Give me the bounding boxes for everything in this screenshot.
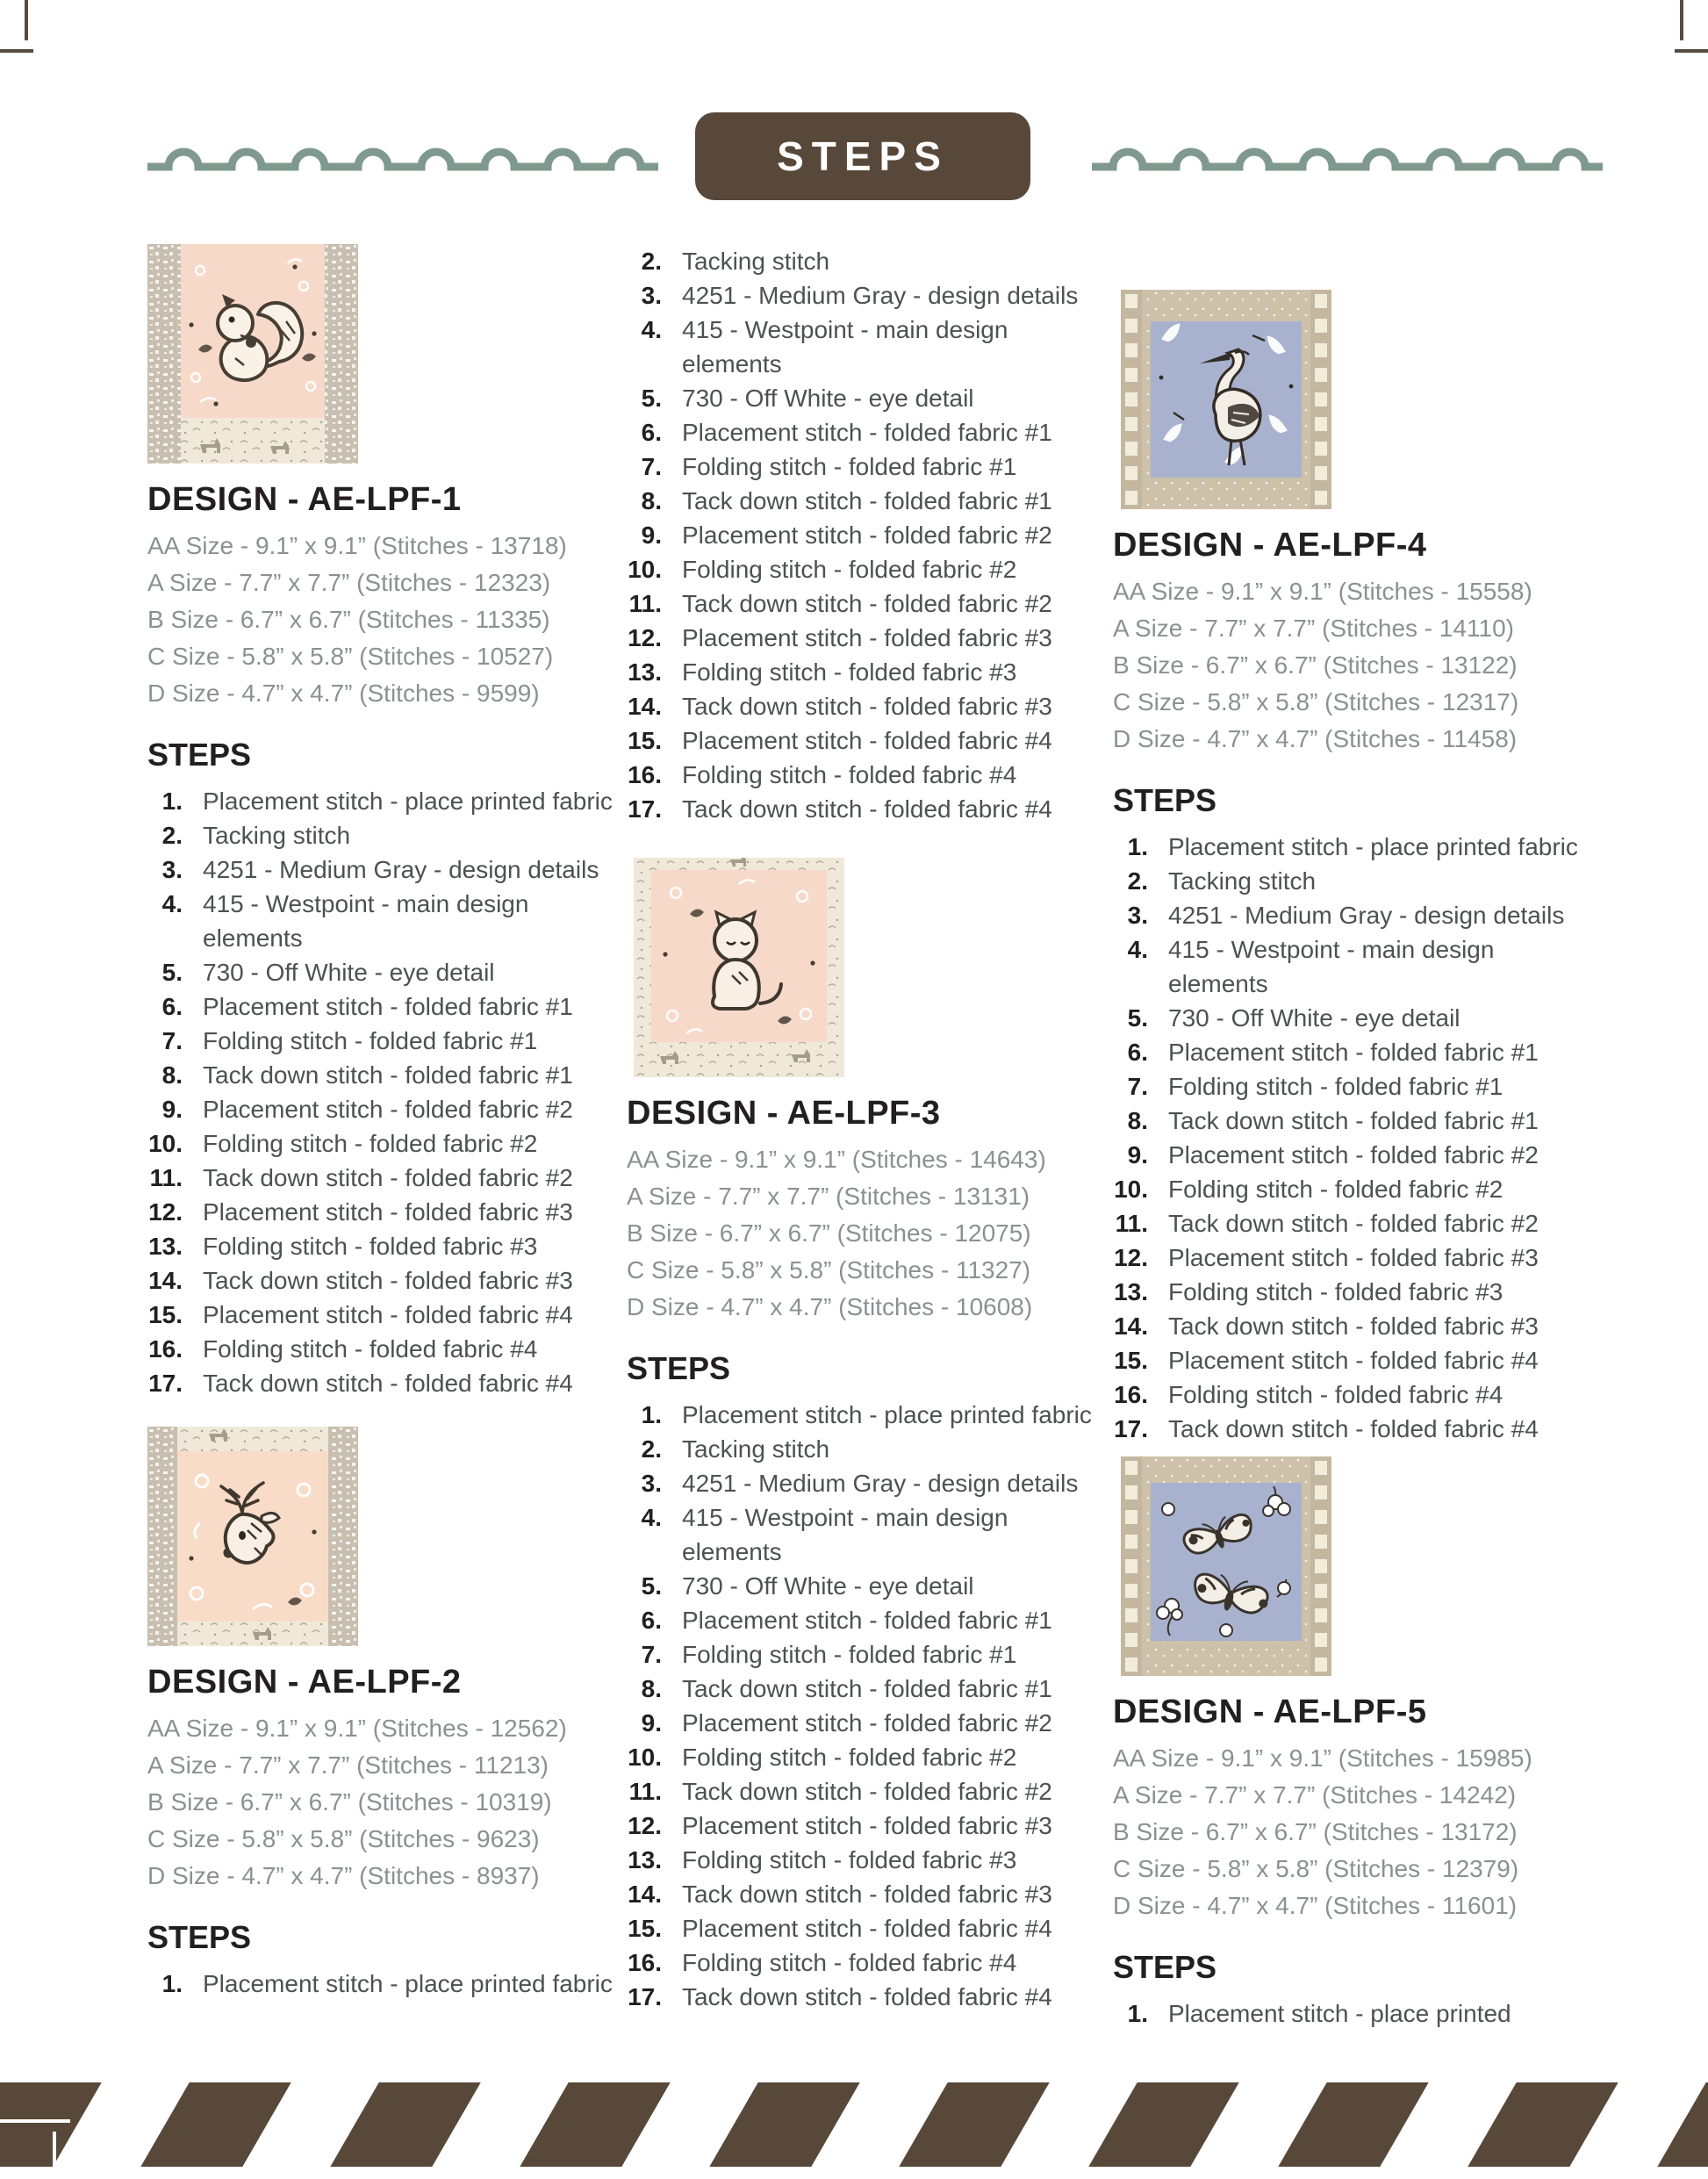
step-item: [627, 552, 1105, 586]
step-number: 13.: [1114, 1278, 1148, 1305]
butterfly-fabric-swatch: [1121, 1456, 1331, 1676]
step-number: 16.: [628, 1949, 662, 1976]
step-number: 10.: [628, 1744, 662, 1771]
step-item: [147, 1161, 626, 1195]
step-text: Tack down stitch - folded fabric #2: [1168, 1210, 1539, 1237]
step-item: [1113, 1138, 1591, 1172]
step-number: 16.: [148, 1335, 183, 1363]
step-number: 8.: [1127, 1107, 1148, 1134]
step-text: Folding stitch - folded fabric #1: [682, 1641, 1017, 1668]
step-item: [1113, 1241, 1591, 1275]
step-number: 1.: [161, 787, 183, 815]
size-spec: C Size - 5.8” x 5.8” (Stitches - 9623): [147, 1825, 540, 1852]
design-title: DESIGN - AE-LPF-3: [627, 1095, 941, 1132]
step-item: [147, 1298, 626, 1332]
step-text: Placement stitch - place printed fabric: [203, 1970, 613, 1997]
step-item: [147, 1229, 626, 1263]
step-item: [627, 621, 1105, 655]
step-text: Tack down stitch - folded fabric #4: [682, 795, 1052, 823]
step-text: Placement stitch - folded fabric #4: [682, 727, 1052, 754]
deer-fabric-swatch: [147, 1427, 358, 1646]
squirrel-fabric-swatch: [147, 244, 358, 464]
step-number: 2.: [161, 822, 183, 849]
step-item: [627, 1398, 1105, 1432]
step-text: Folding stitch - folded fabric #3: [203, 1233, 538, 1260]
step-text: Placement stitch - folded fabric #3: [682, 1812, 1052, 1839]
crop-mark: [0, 2119, 70, 2123]
step-number: 17.: [628, 795, 662, 823]
step-number: 5.: [641, 385, 662, 412]
step-item: [147, 1967, 626, 2001]
size-spec: C Size - 5.8” x 5.8” (Stitches - 10527): [147, 643, 554, 670]
step-number: 4.: [641, 1504, 662, 1531]
steps-heading: STEPS: [147, 737, 252, 773]
step-number: 14.: [628, 1881, 662, 1908]
size-spec: D Size - 4.7” x 4.7” (Stitches - 8937): [147, 1862, 540, 1889]
step-item: [147, 1332, 626, 1366]
size-list: [1113, 1740, 1591, 1924]
step-text: Placement stitch - folded fabric #2: [682, 521, 1052, 549]
step-number: 6.: [161, 993, 183, 1020]
step-text: Placement stitch - place printed fabric: [1168, 833, 1578, 860]
step-item: [627, 1774, 1105, 1809]
step-item: [627, 415, 1105, 449]
step-number: 1.: [1127, 833, 1148, 860]
steps-list: [1113, 830, 1591, 1446]
step-item: [1113, 1309, 1591, 1343]
cat-fabric-swatch: [634, 858, 844, 1077]
step-number: 10.: [1114, 1176, 1148, 1203]
diagonal-stripe: [1088, 2082, 1238, 2167]
step-item: [627, 1740, 1105, 1774]
diagonal-stripe: [140, 2082, 291, 2167]
step-item: [147, 784, 626, 818]
step-item: [1113, 1104, 1591, 1138]
step-number: 7.: [1127, 1073, 1148, 1100]
step-item: [627, 313, 1105, 381]
step-item: [627, 792, 1105, 826]
diagonal-stripe: [1468, 2082, 1618, 2167]
size-list: [627, 1141, 1105, 1326]
step-number: 6.: [641, 419, 662, 446]
step-text: Placement stitch - folded fabric #1: [682, 1607, 1052, 1634]
diagonal-stripe-band: [0, 2082, 1708, 2167]
step-text: Tack down stitch - folded fabric #3: [682, 693, 1052, 720]
step-item: [627, 1945, 1105, 1980]
design-title: DESIGN - AE-LPF-1: [147, 481, 462, 518]
size-spec: D Size - 4.7” x 4.7” (Stitches - 11458): [1113, 725, 1518, 752]
size-spec: B Size - 6.7” x 6.7” (Stitches - 13122): [1113, 651, 1518, 679]
step-number: 2.: [641, 1435, 662, 1463]
step-number: 17.: [1114, 1415, 1148, 1442]
step-text: Folding stitch - folded fabric #3: [682, 658, 1017, 686]
step-item: [1113, 898, 1591, 932]
diagonal-stripe: [330, 2082, 480, 2167]
diagonal-stripe: [1657, 2082, 1708, 2167]
step-number: 4.: [1127, 936, 1148, 963]
step-number: 12.: [628, 624, 662, 651]
step-text: Tacking stitch: [682, 248, 830, 275]
step-item: [1113, 1069, 1591, 1104]
step-number: 12.: [1114, 1244, 1148, 1271]
step-text: Placement stitch - folded fabric #4: [203, 1301, 573, 1328]
size-spec: B Size - 6.7” x 6.7” (Stitches - 10319): [147, 1788, 552, 1816]
step-number: 14.: [1114, 1312, 1148, 1340]
step-text: 4251 - Medium Gray - design details: [203, 856, 599, 883]
size-spec: AA Size - 9.1” x 9.1” (Stitches - 13718): [147, 532, 567, 559]
diagonal-stripe: [709, 2082, 859, 2167]
step-text: Tack down stitch - folded fabric #4: [682, 1983, 1052, 2010]
size-list: [1113, 573, 1591, 758]
step-number: 8.: [641, 487, 662, 514]
step-number: 12.: [628, 1812, 662, 1839]
step-number: 5.: [641, 1572, 662, 1600]
step-item: [627, 278, 1105, 313]
size-spec: B Size - 6.7” x 6.7” (Stitches - 12075): [627, 1219, 1031, 1247]
step-text: Placement stitch - folded fabric #3: [1168, 1244, 1539, 1271]
step-item: [147, 1195, 626, 1229]
step-number: 6.: [1127, 1039, 1148, 1066]
step-item: [147, 1263, 626, 1298]
step-number: 12.: [148, 1198, 183, 1226]
step-text: 4251 - Medium Gray - design details: [682, 282, 1079, 309]
step-text: Tack down stitch - folded fabric #3: [682, 1881, 1052, 1908]
step-item: [627, 1877, 1105, 1911]
step-item: [147, 1092, 626, 1126]
step-text: 730 - Off White - eye detail: [203, 959, 495, 986]
heron-fabric-swatch: [1121, 290, 1331, 509]
step-item: [1113, 1275, 1591, 1309]
step-text: Placement stitch - folded fabric #2: [682, 1709, 1052, 1737]
step-number: 7.: [641, 1641, 662, 1668]
step-item: [627, 655, 1105, 689]
size-spec: A Size - 7.7” x 7.7” (Stitches - 11213): [147, 1751, 549, 1779]
step-text: 730 - Off White - eye detail: [682, 385, 974, 412]
crop-mark: [0, 49, 33, 53]
step-text: 415 - Westpoint - main design elements: [682, 316, 1008, 378]
column-1: [147, 244, 626, 2001]
step-text: Folding stitch - folded fabric #3: [1168, 1278, 1503, 1305]
size-spec: C Size - 5.8” x 5.8” (Stitches - 12317): [1113, 688, 1519, 716]
step-item: [627, 1980, 1105, 2014]
crop-mark: [1680, 0, 1683, 40]
step-text: Folding stitch - folded fabric #4: [682, 761, 1017, 788]
size-spec: A Size - 7.7” x 7.7” (Stitches - 12323): [147, 569, 551, 596]
step-text: Folding stitch - folded fabric #1: [682, 453, 1017, 480]
step-text: 415 - Westpoint - main design elements: [203, 890, 529, 952]
size-spec: D Size - 4.7” x 4.7” (Stitches - 11601): [1113, 1892, 1518, 1919]
step-item: [1113, 830, 1591, 864]
step-text: Tack down stitch - folded fabric #3: [203, 1267, 573, 1294]
size-spec: AA Size - 9.1” x 9.1” (Stitches - 15985): [1113, 1744, 1532, 1772]
step-item: [1113, 1343, 1591, 1377]
step-number: 16.: [1114, 1381, 1148, 1408]
steps-heading: STEPS: [147, 1919, 252, 1955]
size-spec: AA Size - 9.1” x 9.1” (Stitches - 14643): [627, 1146, 1046, 1173]
step-item: [1113, 1172, 1591, 1206]
size-spec: B Size - 6.7” x 6.7” (Stitches - 11335): [147, 606, 550, 633]
step-text: Tack down stitch - folded fabric #1: [1168, 1107, 1539, 1134]
step-number: 11.: [628, 590, 662, 617]
step-number: 11.: [628, 1778, 662, 1805]
step-item: [1113, 1412, 1591, 1446]
steps-heading: STEPS: [627, 1350, 731, 1386]
step-item: [147, 955, 626, 989]
step-text: Placement stitch - place printed: [1168, 2000, 1511, 2027]
step-number: 1.: [161, 1970, 183, 1997]
step-number: 10.: [628, 556, 662, 583]
step-text: Folding stitch - folded fabric #2: [682, 1744, 1017, 1771]
step-text: Tack down stitch - folded fabric #1: [682, 487, 1052, 514]
design-title: DESIGN - AE-LPF-4: [1113, 527, 1427, 564]
step-text: Folding stitch - folded fabric #4: [1168, 1381, 1503, 1408]
step-number: 4.: [161, 890, 183, 917]
step-item: [627, 689, 1105, 723]
step-text: Tack down stitch - folded fabric #4: [203, 1370, 573, 1397]
step-text: Placement stitch - folded fabric #2: [203, 1096, 573, 1123]
size-spec: AA Size - 9.1” x 9.1” (Stitches - 12562): [147, 1715, 567, 1742]
step-item: [1113, 1001, 1591, 1035]
column-3: [1113, 244, 1591, 2031]
step-item: [627, 1603, 1105, 1637]
size-spec: AA Size - 9.1” x 9.1” (Stitches - 15558): [1113, 578, 1532, 605]
step-item: [627, 381, 1105, 415]
step-item: [1113, 932, 1591, 1001]
step-item: [627, 586, 1105, 621]
diagonal-stripe: [1278, 2082, 1428, 2167]
step-number: 2.: [1127, 867, 1148, 895]
step-text: 4251 - Medium Gray - design details: [682, 1470, 1079, 1497]
step-text: Placement stitch - folded fabric #1: [1168, 1039, 1539, 1066]
steps-list: [627, 1398, 1105, 2014]
step-number: 15.: [628, 727, 662, 754]
step-text: Placement stitch - folded fabric #2: [1168, 1141, 1539, 1169]
step-text: Folding stitch - folded fabric #2: [1168, 1176, 1503, 1203]
step-item: [1113, 1035, 1591, 1069]
step-text: Placement stitch - place printed fabric: [203, 787, 613, 815]
step-number: 3.: [1127, 902, 1148, 929]
step-item: [1113, 1206, 1591, 1241]
step-number: 3.: [161, 856, 183, 883]
step-text: Folding stitch - folded fabric #2: [203, 1130, 538, 1157]
step-number: 14.: [148, 1267, 183, 1294]
size-list: [147, 1710, 626, 1895]
step-item: [627, 1500, 1105, 1569]
step-number: 16.: [628, 761, 662, 788]
step-text: Folding stitch - folded fabric #2: [682, 556, 1017, 583]
step-item: [147, 1366, 626, 1400]
step-text: Tack down stitch - folded fabric #4: [1168, 1415, 1539, 1442]
steps-heading: STEPS: [1113, 1949, 1217, 1985]
step-number: 13.: [628, 658, 662, 686]
step-text: 730 - Off White - eye detail: [682, 1572, 974, 1600]
step-text: Folding stitch - folded fabric #4: [203, 1335, 538, 1363]
step-number: 10.: [148, 1130, 183, 1157]
diagonal-stripe: [520, 2082, 670, 2167]
step-text: Placement stitch - folded fabric #3: [203, 1198, 573, 1226]
step-text: Placement stitch - folded fabric #4: [682, 1915, 1052, 1942]
step-text: Tack down stitch - folded fabric #2: [682, 1778, 1052, 1805]
step-number: 8.: [161, 1061, 183, 1089]
step-text: 730 - Off White - eye detail: [1168, 1004, 1460, 1032]
step-text: Tack down stitch - folded fabric #3: [1168, 1312, 1539, 1340]
step-number: 5.: [1127, 1004, 1148, 1032]
step-number: 1.: [641, 1401, 662, 1428]
step-item: [147, 852, 626, 887]
step-text: Placement stitch - folded fabric #4: [1168, 1347, 1539, 1374]
step-item: [147, 818, 626, 852]
size-spec: C Size - 5.8” x 5.8” (Stitches - 12379): [1113, 1855, 1519, 1882]
step-text: Tacking stitch: [203, 822, 351, 849]
step-text: Tack down stitch - folded fabric #1: [203, 1061, 573, 1089]
step-item-truncated: [1113, 1996, 1591, 2031]
step-text: Folding stitch - folded fabric #1: [203, 1027, 538, 1054]
step-item: [627, 1637, 1105, 1672]
step-number: 5.: [161, 959, 183, 986]
size-spec: A Size - 7.7” x 7.7” (Stitches - 13131): [627, 1183, 1030, 1210]
step-item: [627, 758, 1105, 792]
step-text: Placement stitch - folded fabric #3: [682, 624, 1052, 651]
step-number: 6.: [641, 1607, 662, 1634]
step-item: [627, 723, 1105, 758]
step-text: Tack down stitch - folded fabric #1: [682, 1675, 1052, 1702]
step-item: [627, 1672, 1105, 1706]
design-title: DESIGN - AE-LPF-5: [1113, 1694, 1427, 1730]
step-item: [627, 1569, 1105, 1603]
step-item: [627, 1706, 1105, 1740]
step-number: 13.: [628, 1846, 662, 1873]
step-item: [627, 244, 1105, 278]
step-item: [147, 887, 626, 955]
crop-mark: [1675, 49, 1708, 53]
step-item: [627, 1466, 1105, 1500]
crop-mark: [25, 0, 28, 40]
size-spec: B Size - 6.7” x 6.7” (Stitches - 13172): [1113, 1818, 1518, 1845]
step-item: [147, 1058, 626, 1092]
step-text: Placement stitch - place printed fabric: [682, 1401, 1092, 1428]
scallop-divider-left: [147, 132, 674, 176]
step-number: 3.: [641, 282, 662, 309]
step-number: 9.: [641, 1709, 662, 1737]
step-item: [627, 518, 1105, 552]
diagonal-stripe: [0, 2082, 102, 2167]
step-number: 17.: [628, 1983, 662, 2010]
steps-heading: STEPS: [1113, 782, 1217, 818]
steps-list-continued: [627, 244, 1105, 826]
step-item: [147, 1024, 626, 1058]
size-spec: D Size - 4.7” x 4.7” (Stitches - 9599): [147, 680, 540, 707]
step-text: 415 - Westpoint - main design elements: [682, 1504, 1008, 1565]
step-item: [627, 1843, 1105, 1877]
step-item: [1113, 864, 1591, 898]
step-item: [627, 1809, 1105, 1843]
step-number: 4.: [641, 316, 662, 343]
step-text: Tack down stitch - folded fabric #2: [682, 590, 1052, 617]
step-item: [147, 989, 626, 1024]
step-text: Tacking stitch: [1168, 867, 1317, 895]
step-number: 14.: [628, 693, 662, 720]
steps-list: [147, 784, 626, 1400]
steps-banner-title: STEPS: [777, 133, 949, 179]
step-number: 3.: [641, 1470, 662, 1497]
size-spec: C Size - 5.8” x 5.8” (Stitches - 11327): [627, 1256, 1031, 1284]
step-text: 415 - Westpoint - main design elements: [1168, 936, 1495, 997]
step-item: [627, 449, 1105, 484]
step-number: 9.: [1127, 1141, 1148, 1169]
step-number: 11.: [1115, 1210, 1148, 1237]
step-item: [627, 484, 1105, 518]
step-text: Placement stitch - folded fabric #1: [682, 419, 1052, 446]
size-spec: A Size - 7.7” x 7.7” (Stitches - 14242): [1113, 1781, 1517, 1809]
step-item: [147, 1126, 626, 1161]
step-number: 13.: [148, 1233, 183, 1260]
column-2: [627, 244, 1105, 2014]
step-number: 7.: [161, 1027, 183, 1054]
size-list: [147, 528, 626, 712]
step-number: 8.: [641, 1675, 662, 1702]
step-number: 1.: [1127, 2000, 1148, 2027]
scallop-divider-right: [1092, 132, 1618, 176]
step-number: 9.: [161, 1096, 183, 1123]
step-text: Folding stitch - folded fabric #3: [682, 1846, 1017, 1873]
steps-banner: [695, 112, 1030, 200]
diagonal-stripe: [899, 2082, 1049, 2167]
step-item: [627, 1432, 1105, 1466]
step-number: 7.: [641, 453, 662, 480]
step-number: 2.: [641, 248, 662, 275]
step-text: Folding stitch - folded fabric #1: [1168, 1073, 1503, 1100]
step-number: 15.: [628, 1915, 662, 1942]
step-text: Folding stitch - folded fabric #4: [682, 1949, 1017, 1976]
design-title: DESIGN - AE-LPF-2: [147, 1664, 462, 1701]
size-spec: A Size - 7.7” x 7.7” (Stitches - 14110): [1113, 615, 1515, 642]
crop-mark: [53, 2132, 56, 2179]
step-text: 4251 - Medium Gray - design details: [1168, 902, 1565, 929]
step-text: Placement stitch - folded fabric #1: [203, 993, 573, 1020]
size-spec: D Size - 4.7” x 4.7” (Stitches - 10608): [627, 1293, 1033, 1320]
step-text: Tacking stitch: [682, 1435, 830, 1463]
step-number: 15.: [148, 1301, 183, 1328]
step-number: 9.: [641, 521, 662, 549]
step-number: 11.: [149, 1164, 183, 1191]
steps-list: [147, 1967, 626, 2001]
step-item: [627, 1911, 1105, 1945]
step-item: [1113, 1377, 1591, 1412]
step-text: Tack down stitch - folded fabric #2: [203, 1164, 573, 1191]
step-number: 15.: [1114, 1347, 1148, 1374]
step-number: 17.: [148, 1370, 183, 1397]
